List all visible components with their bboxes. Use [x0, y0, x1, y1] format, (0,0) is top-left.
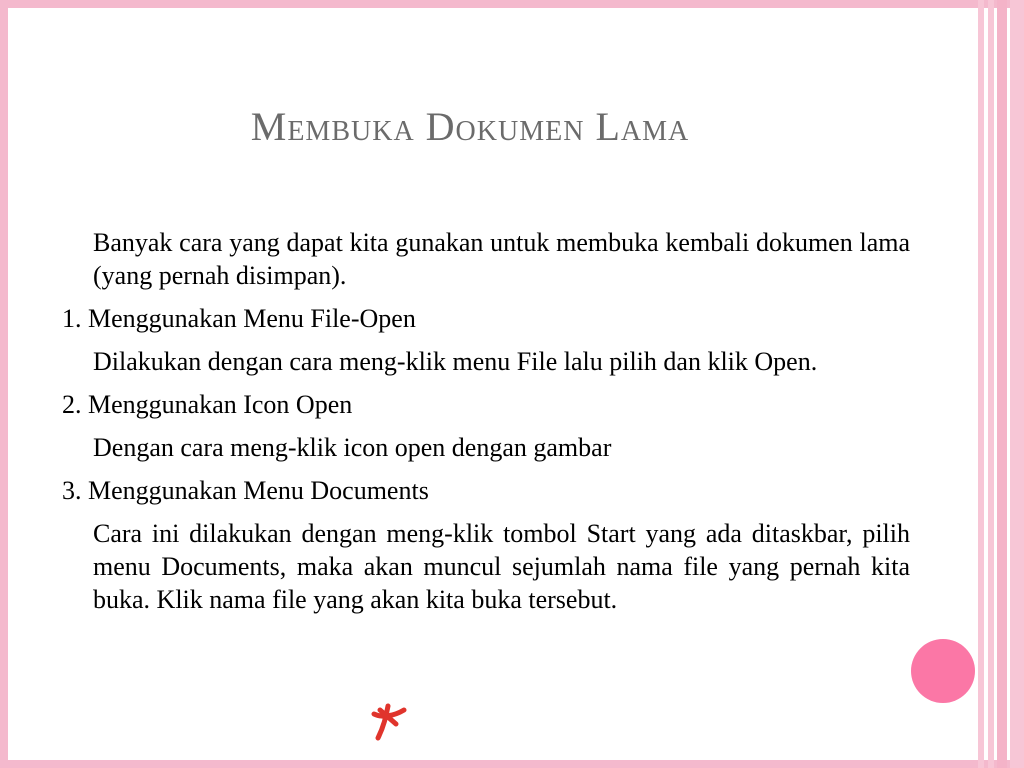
- decor-stripe: [988, 0, 994, 768]
- item-body-3: Cara ini dilakukan dengan meng-klik tombol Start yang ada ditaskbar, pilih menu Documents, maka akan muncul sejumlah nama file yang pernah kita buka. Klik nama file yang akan kita buka tersebut.: [93, 519, 910, 614]
- item-heading-1: 1. Menggunakan Menu File-Open: [62, 304, 416, 333]
- decor-stripe: [1010, 0, 1024, 768]
- slide-title: Membuka Dokumen Lama: [250, 104, 690, 149]
- decor-stripe: [978, 0, 984, 768]
- red-asterisk-icon: [366, 700, 410, 744]
- pink-circle-decoration: [911, 639, 975, 703]
- item-heading-3: 3. Menggunakan Menu Documents: [62, 476, 429, 505]
- decor-stripe: [997, 0, 1007, 768]
- intro-paragraph: Banyak cara yang dapat kita gunakan untuk membuka kembali dokumen lama (yang pernah disimpan).: [93, 228, 910, 290]
- item-heading-2: 2. Menggunakan Icon Open: [62, 390, 353, 419]
- slide-content: [62, 226, 910, 626]
- item-body-1: Dilakukan dengan cara meng-klik menu File lalu pilih dan klik Open.: [93, 347, 818, 376]
- item-body-2: Dengan cara meng-klik icon open dengan gambar: [93, 433, 612, 462]
